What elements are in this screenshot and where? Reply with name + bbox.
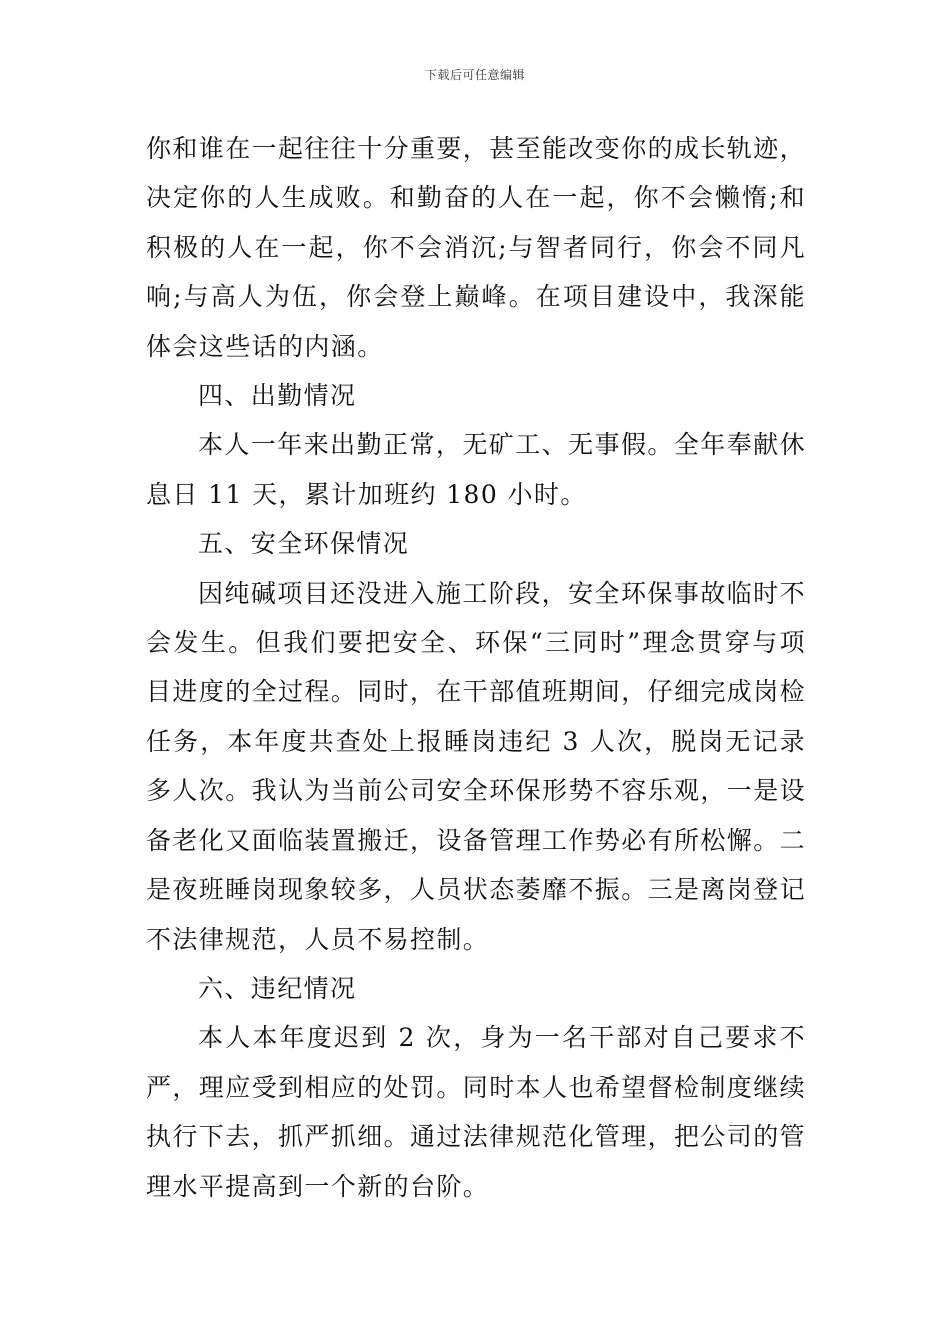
section-heading-safety: 五、安全环保情况	[198, 529, 410, 559]
section-heading-attendance: 四、出勤情况	[198, 381, 357, 411]
document-body	[146, 124, 806, 1211]
page-header: 下载后可任意编辑	[424, 68, 525, 82]
paragraph-discipline: 本人本年度迟到 2 次，身为一名干部对自己要求不严，理应受到相应的处罚。同时本人也希望督检制度继续执行下去，抓严抓细。通过法律规范化管理，把公司的管理水平提高到一个新的台阶。	[146, 1023, 807, 1201]
section-heading-discipline: 六、违纪情况	[198, 973, 357, 1003]
paragraph-attendance: 本人一年来出勤正常，无矿工、无事假。全年奉献休息日 11 天，累计加班约 180 小时。	[146, 430, 806, 509]
paragraph-intro: 你和谁在一起往往十分重要，甚至能改变你的成长轨迹，决定你的人生成败。和勤奋的人在一起，你不会懒惰;和积极的人在一起，你不会消沉;与智者同行，你会不同凡响;与高人为伍，你会登上巅峰。在项目建设中，我深能体会这些话的内涵。	[146, 134, 807, 361]
paragraph-safety: 因纯碱项目还没进入施工阶段，安全环保事故临时不会发生。但我们要把安全、环保“三同时”理念贯穿与项目进度的全过程。同时，在干部值班期间，仔细完成岗检任务，本年度共查处上报睡岗违纪 3 人次，脱岗无记录多人次。我认为当前公司安全环保形势不容乐观，一是设备老化又面临装置搬迁，设备管理工作势必有所松懈。二是夜班睡岗现象较多，人员状态萎靡不振。三是离岗登记不法律规范，人员不易控制。	[146, 578, 807, 954]
